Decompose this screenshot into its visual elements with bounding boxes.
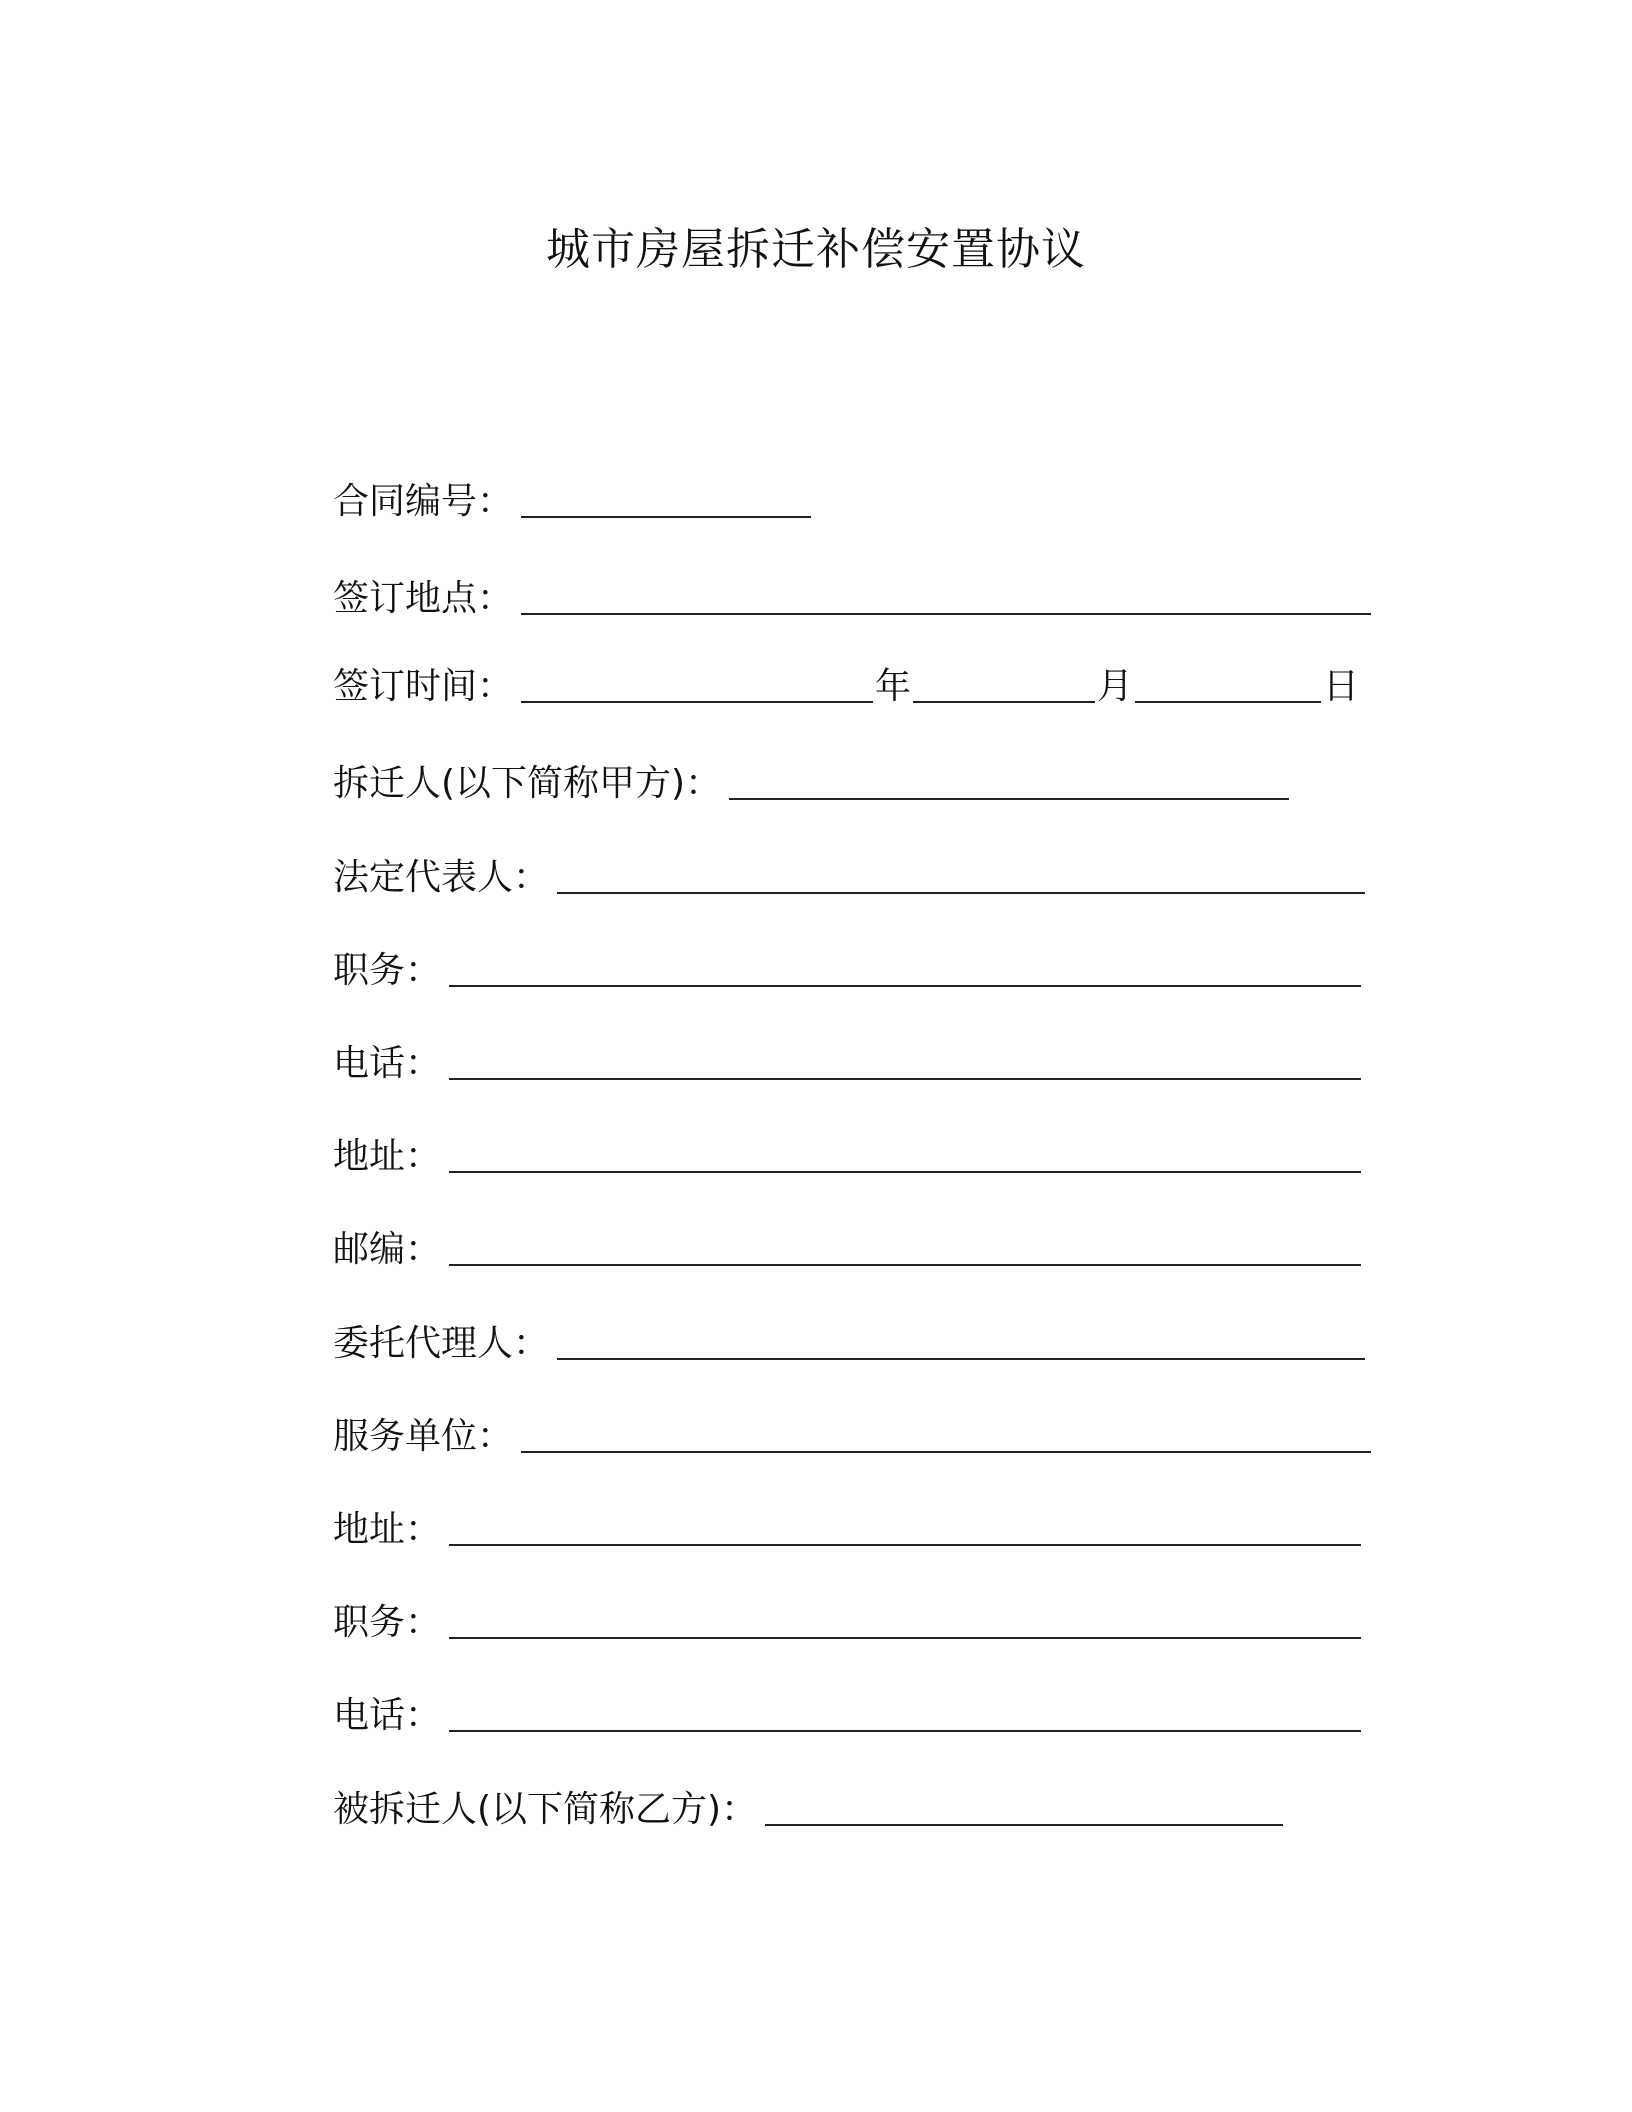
field-label: 委托代理人：	[333, 1323, 550, 1364]
field-label: 合同编号：	[333, 481, 514, 522]
field-label: 服务单位：	[333, 1416, 514, 1457]
address-a-blank[interactable]	[449, 1131, 1361, 1173]
party-a-blank[interactable]	[729, 758, 1289, 800]
address-agent-blank[interactable]	[449, 1504, 1361, 1546]
field-label: 邮编：	[333, 1229, 442, 1270]
field-label: 职务：	[333, 950, 442, 991]
contract-number-blank[interactable]	[521, 476, 811, 518]
year-blank[interactable]	[521, 661, 873, 703]
service-unit-blank[interactable]	[521, 1411, 1371, 1453]
day-unit: 日	[1323, 666, 1360, 707]
field-label: 电话：	[333, 1695, 442, 1736]
position-a-blank[interactable]	[449, 945, 1361, 987]
document-title: 城市房屋拆迁补偿安置协议	[546, 224, 1086, 275]
field-label: 拆迁人(以下简称甲方)：	[333, 763, 722, 804]
position-agent-blank[interactable]	[449, 1597, 1361, 1639]
field-party-b	[333, 1782, 1283, 1838]
field-postcode-a	[333, 1222, 1361, 1278]
field-address-a	[333, 1129, 1361, 1185]
field-agent	[333, 1316, 1365, 1372]
field-signing-time	[333, 659, 1361, 715]
year-unit: 年	[875, 666, 912, 707]
field-label: 法定代表人：	[333, 857, 550, 898]
field-contract-number	[333, 474, 811, 530]
field-label: 地址：	[333, 1136, 442, 1177]
field-party-a	[333, 756, 1289, 812]
field-phone-a	[333, 1036, 1361, 1092]
phone-a-blank[interactable]	[449, 1038, 1361, 1080]
field-service-unit	[333, 1409, 1371, 1465]
legal-rep-blank[interactable]	[557, 852, 1365, 894]
field-legal-rep	[333, 850, 1365, 906]
field-label: 职务：	[333, 1602, 442, 1643]
field-position-agent	[333, 1595, 1361, 1651]
party-b-blank[interactable]	[765, 1784, 1283, 1826]
field-label: 被拆迁人(以下简称乙方)：	[333, 1789, 758, 1830]
field-phone-agent	[333, 1688, 1361, 1744]
field-label: 签订地点：	[333, 578, 514, 619]
month-unit: 月	[1097, 666, 1134, 707]
phone-agent-blank[interactable]	[449, 1690, 1361, 1732]
postcode-a-blank[interactable]	[449, 1224, 1361, 1266]
agent-blank[interactable]	[557, 1318, 1365, 1360]
field-position-a	[333, 943, 1361, 999]
month-blank[interactable]	[913, 661, 1095, 703]
field-label: 签订时间：	[333, 666, 514, 707]
day-blank[interactable]	[1135, 661, 1321, 703]
field-label: 电话：	[333, 1043, 442, 1084]
field-signing-place	[333, 571, 1371, 627]
signing-place-blank[interactable]	[521, 573, 1371, 615]
field-label: 地址：	[333, 1509, 442, 1550]
field-address-agent	[333, 1502, 1361, 1558]
